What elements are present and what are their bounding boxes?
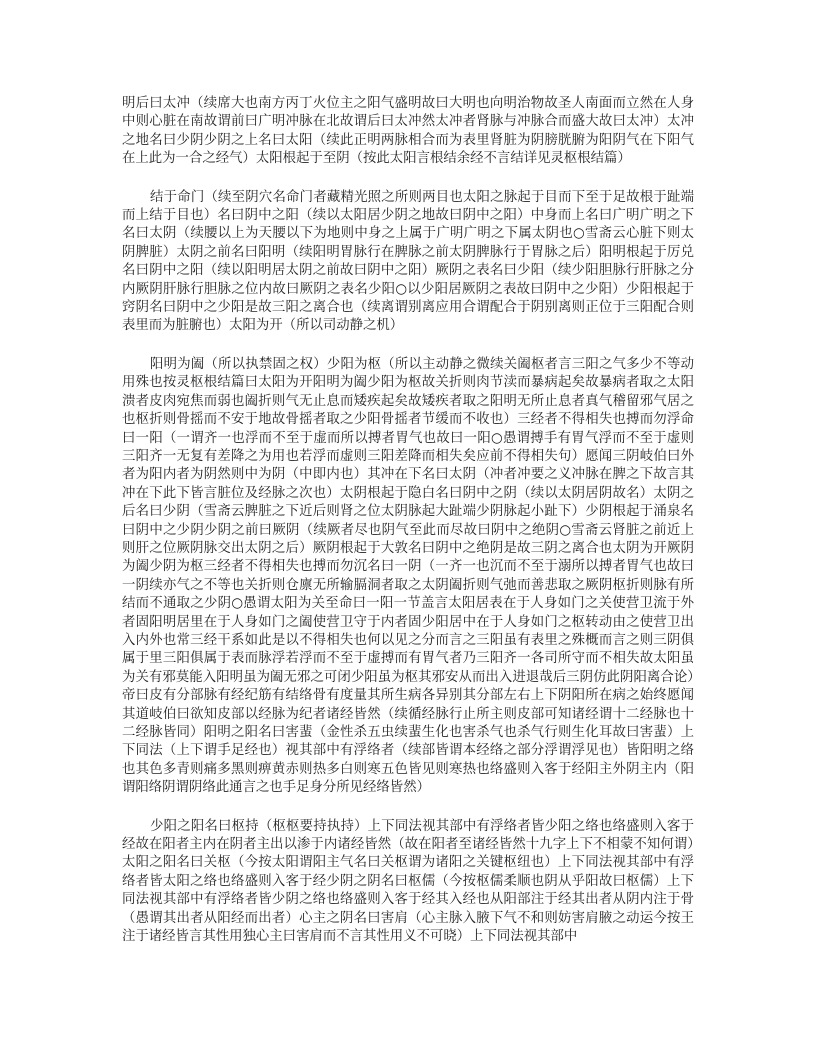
paragraph-4: 少阳之阳名曰枢持（枢枢要持执持）上下同法视其部中有浮络者皆少阳之络也络盛则入客于经故在阳者主内在阴者主出以渗于内诸经皆然（故在阳者至诸经皆然十九字上下不相蒙不知何谓）太阳之阳名曰关枢（今按太阳谓阳主气名曰关枢谓为诸阳之关键枢纽也）上下同法视其部中有浮络者皆太阳之络也络盛则入客于经少阴之阴名曰枢儒（今按枢儒柔顺也阴从乎阳故曰枢儒）上下同法视其部中有浮络者皆少阴之络也络盛则入客于经其入经也从阳部注于经其出者从阴内注于骨（愚谓其出者从阳经而出者）心主之阴名曰害肩（心主脉入腋下气不和则妨害肩腋之动运今按王注于诸经皆言其性用独心主曰害肩而不言其性用义不可晓）上下同法视其部中 — [122, 818, 694, 945]
paragraph-1: 明后曰太冲（续席大也南方丙丁火位主之阳气盛明故曰大明也向明治物故圣人南面而立然在人身中则心脏在南故谓前曰广明冲脉在北故谓后曰太冲然太冲者肾脉与冲脉合而盛大故曰太冲）太冲之地名曰少阴少阴之上名曰太阳（续此正明两脉相合而为表里肾脏为阴膀胱腑为阳阴气在下阳气在上此为一合之经气）太阳根起于至阴（按此太阳言根结余经不言结详见灵枢根结篇） — [122, 96, 694, 167]
paragraph-2: 结于命门（续至阴穴名命门者藏精光照之所则两目也太阳之脉起于目而下至于足故根于趾端而上结于目也）名曰阴中之阳（续以太阳居少阴之地故曰阴中之阳）中身而上名曰广明广明之下名曰太阴（续腰以上为天腰以下为地则中身之上属于广明广明之下属太阴也○雪斋云心脏下则太阴脾脏）太阴之前名曰阳明（续阳明胃脉行在脾脉之前太阴脾脉行于胃脉之后）阳明根起于厉兑名曰阴中之阳（续以阳明居太阴之前故曰阴中之阳）厥阴之表名曰少阳（续少阳胆脉行肝脉之分内厥阴肝脉行胆脉之位内故曰厥阴之表名少阳○以少阳居厥阴之表故曰阴中之少阳）少阳根起于窍阴名曰阴中之少阳是故三阳之离合也（续离谓别离应用合谓配合于阴别离则正位于三阳配合则表里而为脏腑也）太阳为开（所以司动静之机） — [122, 189, 694, 334]
paragraph-3: 阳明为阖（所以执禁固之权）少阳为枢（所以主动静之微续关阖枢者言三阳之气多少不等动用殊也按灵枢根结篇曰太阳为开阳明为阖少阳为枢故关折则肉节渎而暴病起矣故暴病者取之太阳溃者皮肉宛焦而弱也阖折则气无止息而矮疾起矣故矮疾者取之阳明无所止息者真气稽留邪气居之也枢折则骨摇而不安于地故骨摇者取之少阳骨摇者节缓而不收也）三经者不得相失也搏而勿浮命曰一阳（一谓齐一也浮而不至于虚而所以搏者胃气也故曰一阳○愚谓搏手有胃气浮而不至于虚则三阳齐一无复有差降之为用也若浮而虚则三阳差降而相失矣应前不得相失句）愿闻三阴岐伯曰外者为阳内者为阴然则中为阴（中即内也）其冲在下名曰太阴（冲者冲要之义冲脉在脾之下故言其冲在下此下皆言脏位及经脉之次也）太阴根起于隐白名曰阴中之阴（续以太阴居阴故名）太阴之后名曰少阴（雪斋云脾脏之下近后则肾之位太阴脉起大趾端少阴脉起小趾下）少阴根起于涌泉名曰阴中之少阴少阴之前曰厥阴（续厥者尽也阴气至此而尽故曰阴中之绝阴○雪斋云肾脏之前近上则肝之位厥阴脉交出太阴之后）厥阴根起于大敦名曰阴中之绝阴是故三阴之离合也太阴为开厥阴为阖少阴为枢三经者不得相失也搏而勿沉名曰一阴（一齐一也沉而不至于溺所以搏者胃气也故曰一阴续亦气之不等也关折则仓廪无所输膈洞者取之太阴阖折则气弛而善悲取之厥阴枢折则脉有所结而不通取之少阴○愚谓太阳为关至命曰一阳一节盖言太阳居表在于人身如门之关使营卫流于外者固阳明居里在于人身如门之阖使营卫守于内者固少阳居中在于人身如门之枢转动由之使营卫出入内外也常三经干系如此是以不得相失也何以见之分而言之三阳虽有表里之殊概而言之则三阴俱属于里三阳俱属于表而脉浮若浮而不至于虚搏而有胃气者乃三阳齐一各司所守而不相失故太阳虽为关有邪莫能入阳明虽为阖无邪之可闭少阳虽为枢其邪安从而出入进退哉后三阴仿此阴阳离合论）帝曰皮有分部脉有经纪筋有结络骨有度量其所生病各异别其分部左右上下阴阳所在病之始终愿闻其道岐伯曰欲知皮部以经脉为纪者诸经皆然（续循经脉行止所主则皮部可知诸经谓十二经脉也十二经脉皆同）阳明之阳名曰害蜚（金性杀五虫续蜚生化也害杀气也杀气行则生化耳故曰害蜚）上下同法（上下谓手足经也）视其部中有浮络者（续部皆谓本经络之部分浮谓浮见也）皆阳明之络也其色多青则痛多黑则痹黄赤则热多白则寒五色皆见则寒热也络盛则入客于经阳主外阴主内（阳谓阳络阴谓阴络此通言之也手足身分所见经络皆然） — [122, 356, 694, 796]
document-page — [122, 95, 694, 966]
